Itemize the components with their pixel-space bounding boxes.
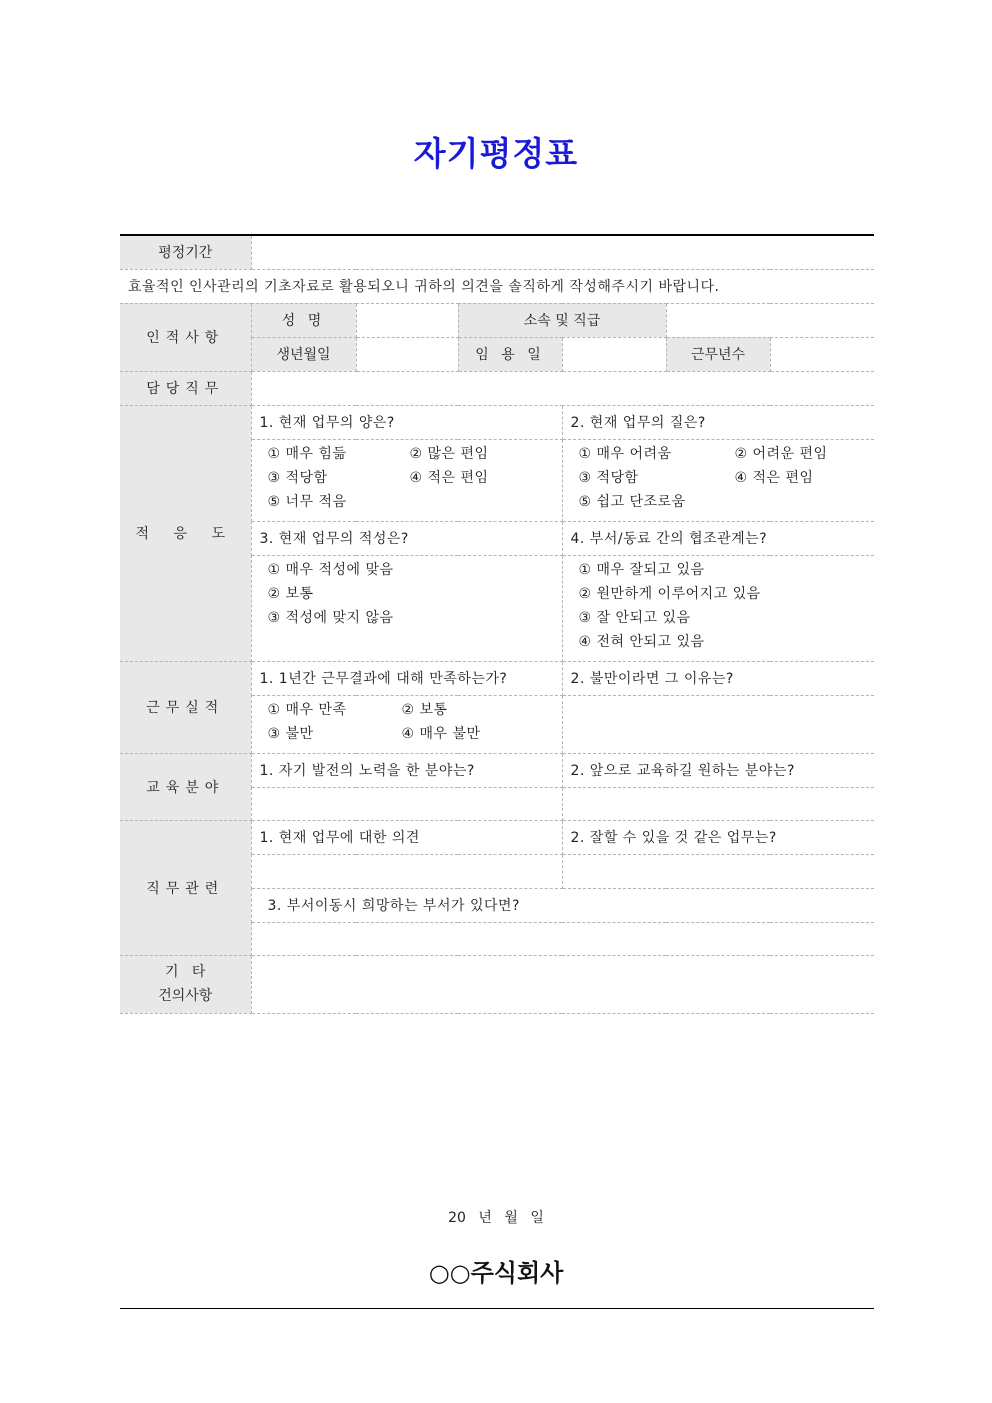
period-field[interactable] — [251, 235, 874, 269]
dept-field[interactable] — [666, 303, 874, 337]
fitness-q1-option[interactable]: ⑤ 너무 적음 — [267, 493, 347, 510]
other-suggestions-field[interactable] — [251, 955, 874, 1013]
fitness-q4: 4. 부서/동료 간의 협조관계는? — [562, 521, 874, 555]
fitness-q3-option[interactable]: ② 보통 — [267, 585, 314, 602]
fitness-q1-option[interactable]: ③ 적당함 — [267, 469, 328, 486]
other-label-line1: 기 타 — [165, 964, 206, 980]
job-q2: 2. 잘할 수 있을 것 같은 업무는? — [562, 820, 874, 854]
performance-q1-option[interactable]: ④ 매우 불만 — [401, 725, 481, 742]
fitness-q2-option[interactable]: ① 매우 어려움 — [578, 445, 672, 462]
company-name: ○○주식회사 — [428, 1259, 564, 1287]
bottom-divider — [120, 1308, 874, 1309]
fitness-q4-option[interactable]: ① 매우 잘되고 있음 — [578, 561, 705, 578]
performance-q1-option[interactable]: ① 매우 만족 — [267, 701, 347, 718]
period-label: 평정기간 — [120, 235, 251, 269]
performance-q2: 2. 불만이라면 그 이유는? — [562, 661, 874, 695]
years-label: 근무년수 — [666, 337, 770, 371]
hire-field[interactable] — [562, 337, 666, 371]
education-section-label: 교육분야 — [120, 753, 251, 820]
education-q2-answer[interactable] — [562, 787, 874, 820]
performance-q1-options — [251, 695, 562, 753]
fitness-q1-option[interactable]: ④ 적은 편임 — [409, 469, 489, 486]
fitness-q4-option[interactable]: ④ 전혀 안되고 있음 — [578, 633, 705, 650]
fitness-q1-option[interactable]: ① 매우 힘듦 — [267, 445, 347, 462]
other-label-line2: 건의사항 — [158, 988, 213, 1004]
fitness-q1: 1. 현재 업무의 양은? — [251, 405, 562, 439]
self-evaluation-form — [120, 234, 874, 1014]
notice-text: 효율적인 인사관리의 기초자료로 활용되오니 귀하의 의견을 솔직하게 작성해주시기 바랍니다. — [120, 269, 874, 303]
fitness-q3-options — [251, 555, 562, 661]
fitness-q2-option[interactable]: ② 어려운 편임 — [734, 445, 828, 462]
performance-q1: 1. 1년간 근무결과에 대해 만족하는가? — [251, 661, 562, 695]
fitness-q2-options — [562, 439, 874, 521]
fitness-q4-option[interactable]: ② 원만하게 이루어지고 있음 — [578, 585, 761, 602]
name-field[interactable] — [356, 303, 458, 337]
education-q1-answer[interactable] — [251, 787, 562, 820]
education-q2: 2. 앞으로 교육하길 원하는 분야는? — [562, 753, 874, 787]
fitness-q2: 2. 현재 업무의 질은? — [562, 405, 874, 439]
duty-field[interactable] — [251, 371, 874, 405]
job-q1-answer[interactable] — [251, 854, 562, 888]
document-title: 자기평정표 — [413, 134, 579, 173]
fitness-section-label: 적 응 도 — [120, 405, 251, 661]
fitness-q2-option[interactable]: ④ 적은 편임 — [734, 469, 814, 486]
personal-section-label: 인적사항 — [120, 303, 251, 371]
education-q1: 1. 자기 발전의 노력을 한 분야는? — [251, 753, 562, 787]
performance-section-label: 근무실적 — [120, 661, 251, 753]
years-field[interactable] — [770, 337, 874, 371]
fitness-q4-option[interactable]: ③ 잘 안되고 있음 — [578, 609, 691, 626]
performance-q1-option[interactable]: ③ 불만 — [267, 725, 314, 742]
performance-q2-answer[interactable] — [562, 695, 874, 753]
job-q3-answer[interactable] — [251, 922, 874, 955]
fitness-q1-option[interactable]: ② 많은 편임 — [409, 445, 489, 462]
fitness-q3-option[interactable]: ① 매우 적성에 맞음 — [267, 561, 394, 578]
fitness-q2-option[interactable]: ⑤ 쉽고 단조로움 — [578, 493, 686, 510]
birth-field[interactable] — [356, 337, 458, 371]
fitness-q3: 3. 현재 업무의 적성은? — [251, 521, 562, 555]
fitness-q1-options — [251, 439, 562, 521]
hire-label: 임 용 일 — [458, 337, 562, 371]
job-q1: 1. 현재 업무에 대한 의견 — [251, 820, 562, 854]
performance-q1-option[interactable]: ② 보통 — [401, 701, 448, 718]
other-suggestions-label — [120, 955, 251, 1013]
dept-label: 소속 및 직급 — [458, 303, 666, 337]
fitness-q3-option[interactable]: ③ 적성에 맞지 않음 — [267, 609, 394, 626]
fitness-q2-option[interactable]: ③ 적당함 — [578, 469, 639, 486]
date-line: 20 년 월 일 — [448, 1210, 544, 1226]
job-section-label: 직무관련 — [120, 820, 251, 955]
fitness-q4-options — [562, 555, 874, 661]
job-q3: 3. 부서이동시 희망하는 부서가 있다면? — [251, 888, 874, 922]
name-label: 성 명 — [251, 303, 356, 337]
duty-label: 담당직무 — [120, 371, 251, 405]
job-q2-answer[interactable] — [562, 854, 874, 888]
birth-label: 생년월일 — [251, 337, 356, 371]
